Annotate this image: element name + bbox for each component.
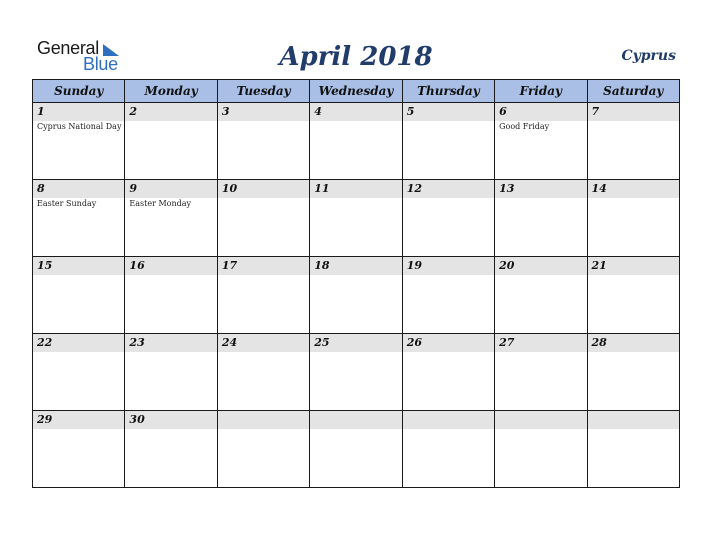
day-number: 15 [33, 257, 124, 275]
day-number: 11 [310, 180, 401, 198]
holiday-label [33, 429, 124, 430]
day-cell [587, 411, 679, 488]
day-cell [33, 334, 125, 411]
holiday-label [403, 275, 494, 276]
day-cell [217, 411, 309, 488]
holiday-label [588, 352, 679, 353]
holiday-label [125, 121, 216, 122]
day-number: 28 [588, 334, 679, 352]
holiday-label [310, 429, 401, 430]
day-number [588, 411, 679, 429]
weekday-monday: Monday [125, 80, 217, 103]
day-number: 4 [310, 103, 401, 121]
holiday-label [495, 275, 586, 276]
holiday-label [310, 198, 401, 199]
day-cell [217, 334, 309, 411]
weekday-header-row [33, 80, 680, 103]
day-cell [402, 180, 494, 257]
weekday-friday: Friday [495, 80, 587, 103]
day-cell [495, 180, 587, 257]
holiday-label [495, 429, 586, 430]
day-cell [125, 411, 217, 488]
holiday-label [218, 429, 309, 430]
day-number: 2 [125, 103, 216, 121]
weekday-tuesday: Tuesday [217, 80, 309, 103]
day-cell [33, 103, 125, 180]
holiday-label [218, 275, 309, 276]
day-number [310, 411, 401, 429]
day-number: 3 [218, 103, 309, 121]
day-number [403, 411, 494, 429]
day-cell [587, 257, 679, 334]
day-cell [402, 334, 494, 411]
weekday-thursday: Thursday [402, 80, 494, 103]
holiday-label [125, 429, 216, 430]
holiday-label: Easter Sunday [37, 199, 97, 208]
day-number: 17 [218, 257, 309, 275]
holiday-label [495, 352, 586, 353]
week-row [33, 257, 680, 334]
day-cell [217, 103, 309, 180]
day-number: 5 [403, 103, 494, 121]
country-label: Cyprus [621, 48, 676, 64]
day-cell [125, 334, 217, 411]
day-number: 10 [218, 180, 309, 198]
day-number: 6 [495, 103, 586, 121]
day-number: 7 [588, 103, 679, 121]
holiday-label [218, 121, 309, 122]
weekday-wednesday: Wednesday [310, 80, 402, 103]
weekday-sunday: Sunday [33, 80, 125, 103]
holiday-label: Easter Monday [129, 199, 192, 208]
day-number: 23 [125, 334, 216, 352]
day-cell [587, 103, 679, 180]
holiday-label [588, 121, 679, 122]
day-cell [125, 180, 217, 257]
holiday-label [495, 198, 586, 199]
day-cell [495, 334, 587, 411]
logo-word-blue: Blue [83, 54, 118, 74]
day-number: 14 [588, 180, 679, 198]
holiday-label [310, 352, 401, 353]
day-number: 9 [125, 180, 216, 198]
day-cell [33, 180, 125, 257]
day-cell [33, 257, 125, 334]
day-cell [587, 334, 679, 411]
week-row [33, 103, 680, 180]
day-cell [495, 257, 587, 334]
calendar-grid [32, 79, 680, 488]
day-cell [310, 103, 402, 180]
holiday-label [218, 352, 309, 353]
day-number [495, 411, 586, 429]
day-number: 13 [495, 180, 586, 198]
holiday-label [588, 275, 679, 276]
day-cell [217, 257, 309, 334]
day-number: 16 [125, 257, 216, 275]
day-cell [217, 180, 309, 257]
day-cell [402, 411, 494, 488]
day-number: 18 [310, 257, 401, 275]
day-number: 24 [218, 334, 309, 352]
holiday-label [310, 121, 401, 122]
day-cell [402, 257, 494, 334]
day-number: 22 [33, 334, 124, 352]
day-number: 27 [495, 334, 586, 352]
holiday-label [310, 275, 401, 276]
holiday-label [125, 352, 216, 353]
day-number: 20 [495, 257, 586, 275]
day-number: 25 [310, 334, 401, 352]
week-row [33, 180, 680, 257]
day-number: 29 [33, 411, 124, 429]
day-number: 8 [33, 180, 124, 198]
holiday-label: Cyprus National Day [37, 122, 122, 131]
day-cell [310, 180, 402, 257]
calendar-title: April 2018 [279, 42, 433, 72]
holiday-label [403, 198, 494, 199]
week-row [33, 411, 680, 488]
holiday-label [33, 275, 124, 276]
holiday-label: Good Friday [499, 122, 550, 131]
day-number: 21 [588, 257, 679, 275]
day-cell [495, 103, 587, 180]
day-number: 12 [403, 180, 494, 198]
day-cell [125, 103, 217, 180]
day-number: 1 [33, 103, 124, 121]
holiday-label [588, 198, 679, 199]
day-number: 19 [403, 257, 494, 275]
holiday-label [125, 275, 216, 276]
day-cell [310, 411, 402, 488]
holiday-label [33, 352, 124, 353]
day-number [218, 411, 309, 429]
holiday-label [588, 429, 679, 430]
logo-word-general: General [37, 38, 99, 58]
holiday-label [218, 198, 309, 199]
day-number: 30 [125, 411, 216, 429]
day-cell [310, 257, 402, 334]
holiday-label [403, 352, 494, 353]
day-cell [402, 103, 494, 180]
day-cell [310, 334, 402, 411]
holiday-label [403, 121, 494, 122]
week-row [33, 334, 680, 411]
day-cell [125, 257, 217, 334]
weekday-saturday: Saturday [587, 80, 679, 103]
holiday-label [403, 429, 494, 430]
day-cell [495, 411, 587, 488]
day-number: 26 [403, 334, 494, 352]
day-cell [587, 180, 679, 257]
day-cell [33, 411, 125, 488]
